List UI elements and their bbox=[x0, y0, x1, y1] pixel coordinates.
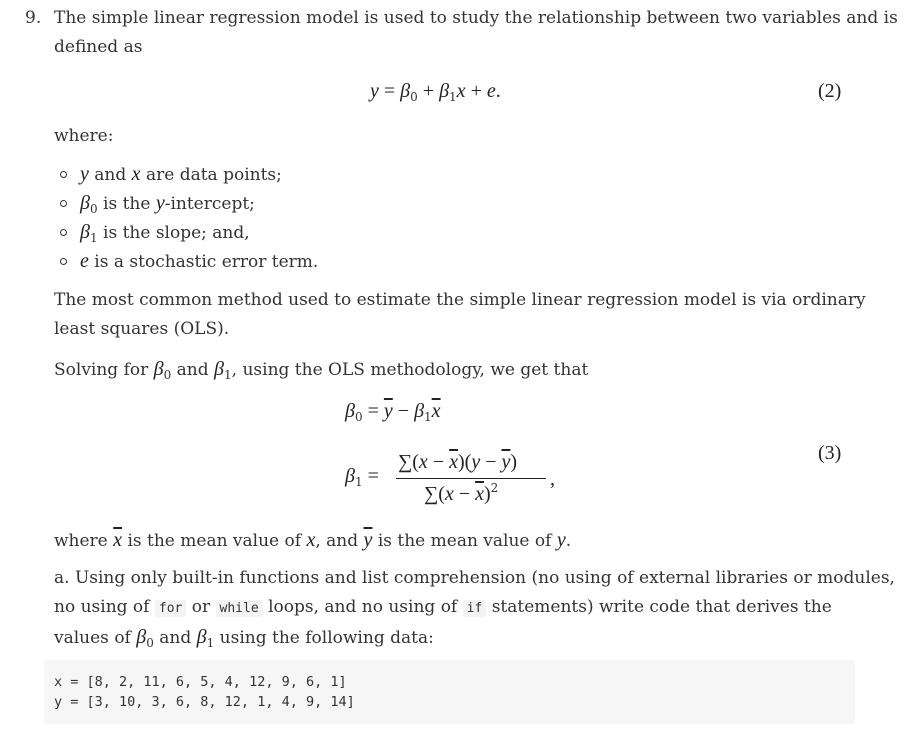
code-line-2: y = [3, 10, 3, 6, 8, 12, 1, 4, 9, 14] bbox=[54, 694, 355, 710]
part-a-line-3: values of $\beta_0$ and $\beta_1$ using the following data: bbox=[54, 626, 434, 650]
where-label: where: bbox=[54, 126, 114, 146]
solving-sentence: Solving for $\beta_0$ and $\beta_1$, using the OLS methodology, we get that bbox=[54, 358, 589, 382]
beta1-lhs: $\beta_1$ = bbox=[345, 465, 379, 489]
ols-line-1: The most common method used to estimate the simple linear regression model is via ordinary bbox=[54, 290, 866, 310]
mean-sentence: where $\overline{x}$ is the mean value of x, and $\overline{y}$ is the mean value of y. bbox=[54, 529, 572, 551]
equation-2-number: (2) bbox=[818, 80, 842, 102]
list-item: $\beta_0$ is the y-intercept; bbox=[58, 189, 318, 218]
list-item: e is a stochastic error term. bbox=[58, 247, 318, 276]
part-a-line-1: a. Using only built-in functions and list comprehension (no using of external libraries or modules, bbox=[54, 568, 895, 588]
question-number: 9. bbox=[25, 8, 42, 28]
intro-line-2: defined as bbox=[54, 37, 143, 57]
inline-code-while: while bbox=[216, 600, 263, 617]
list-item: y and x are data points; bbox=[58, 160, 318, 189]
equation-comma: , bbox=[550, 468, 555, 490]
equation-3-number: (3) bbox=[818, 442, 842, 464]
equation-2: $y = \beta_0 + \beta_1x + e$. bbox=[370, 80, 501, 104]
fraction-bar bbox=[396, 478, 546, 479]
beta1-numerator: $\sum(x - \overline{x})(y - \overline{y})$ bbox=[398, 451, 518, 473]
beta0-formula: $\beta_0 = \overline{y} - \beta_1\overline{x}$ bbox=[345, 400, 441, 424]
inline-code-if: if bbox=[463, 600, 487, 617]
intro-line-1: The simple linear regression model is used to study the relationship between two variables and is bbox=[54, 8, 898, 28]
ols-line-2: least squares (OLS). bbox=[54, 319, 230, 339]
list-item: $\beta_1$ is the slope; and, bbox=[58, 218, 318, 247]
inline-code-for: for bbox=[155, 600, 186, 617]
part-a-line-2: no using of for or while loops, and no using of if statements) write code that derives the bbox=[54, 597, 832, 617]
code-block bbox=[44, 660, 855, 724]
code-line-1: x = [8, 2, 11, 6, 5, 4, 12, 9, 6, 1] bbox=[54, 674, 347, 690]
beta1-denominator: $\sum(x - \overline{x})^2$ bbox=[424, 481, 499, 505]
definition-list bbox=[58, 160, 318, 276]
